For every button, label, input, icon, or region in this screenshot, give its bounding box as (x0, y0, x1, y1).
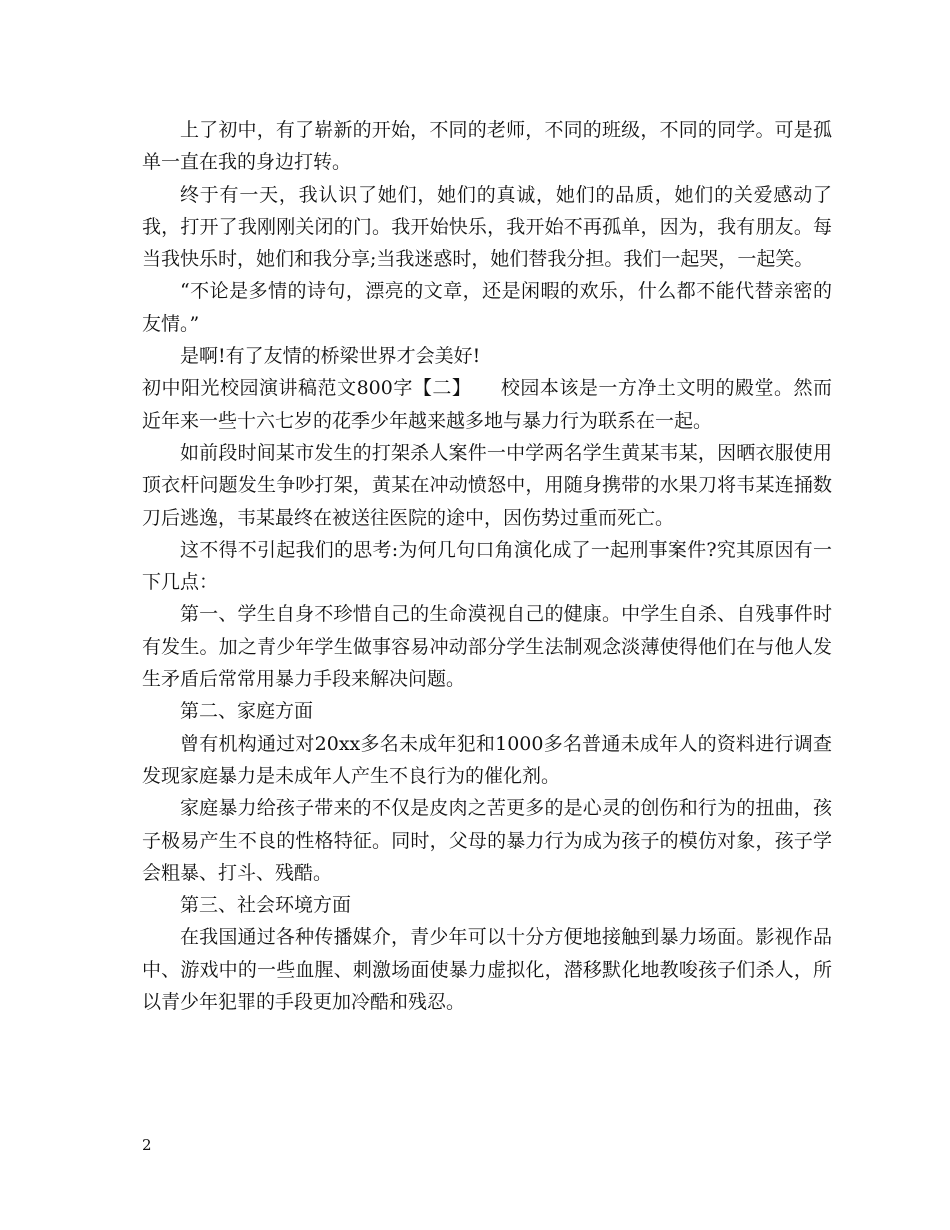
paragraph-3-quote: “不论是多情的诗句，漂亮的文章，还是闲暇的欢乐，什么都不能代替亲密的友情。” (142, 280, 832, 335)
paragraph-11: 家庭暴力给孩子带来的不仅是皮肉之苦更多的是心灵的创伤和行为的扭曲，孩子极易产生不良的性格特征。同时，父母的暴力行为成为孩子的模仿对象，孩子学会粗暴、打斗、残酷。 (142, 797, 832, 884)
paragraph-10: 曾有机构通过对20xx多名未成年犯和1000多名普通未成年人的资料进行调查发现家庭暴力是未成年人产生不良行为的催化剂。 (142, 732, 832, 787)
page-number: 2 (142, 1136, 152, 1154)
paragraph-5-section-title: 初中阳光校园演讲稿范文800字【二】 校园本该是一方净土文明的殿堂。然而近年来一些十六七岁的花季少年越来越多地与暴力行为联系在一起。 (142, 377, 832, 432)
paragraph-13: 在我国通过各种传播媒介，青少年可以十分方便地接触到暴力场面。影视作品中、游戏中的一些血腥、刺激场面使暴力虚拟化，潜移默化地教唆孩子们杀人，所以青少年犯罪的手段更加冷酷和残忍。 (142, 926, 832, 1014)
paragraph-6: 如前段时间某市发生的打架杀人案件一中学两名学生黄某韦某，因晒衣服使用顶衣杆问题发生争吵打架，黄某在冲动愤怒中，用随身携带的水果刀将韦某连捅数刀后逃逸，韦某最终在被送往医院的途中，因伤势过重而死亡。 (142, 441, 832, 529)
paragraph-7: 这不得不引起我们的思考:为何几句口角演化成了一起刑事案件?究其原因有一下几点： (142, 538, 832, 594)
paragraph-2: 终于有一天，我认识了她们，她们的真诚，她们的品质，她们的关爱感动了我，打开了我刚刚关闭的门。我开始快乐，我开始不再孤单，因为，我有朋友。每当我快乐时，她们和我分享;当我迷惑时，她们替我分担。我们一起哭，一起笑。 (142, 183, 832, 271)
document-body (142, 114, 832, 1018)
paragraph-12-heading: 第三、社会环境方面 (180, 894, 352, 917)
paragraph-8: 第一、学生自身不珍惜自己的生命漠视自己的健康。中学生自杀、自残事件时有发生。加之青少年学生做事容易冲动部分学生法制观念淡薄使得他们在与他人发生矛盾后常常用暴力手段来解决问题。 (142, 603, 832, 691)
paragraph-1: 上了初中，有了崭新的开始，不同的老师，不同的班级，不同的同学。可是孤单一直在我的身边打转。 (142, 119, 832, 174)
paragraph-9-heading: 第二、家庭方面 (180, 700, 314, 723)
paragraph-4: 是啊!有了友情的桥梁世界才会美好! (180, 345, 481, 368)
